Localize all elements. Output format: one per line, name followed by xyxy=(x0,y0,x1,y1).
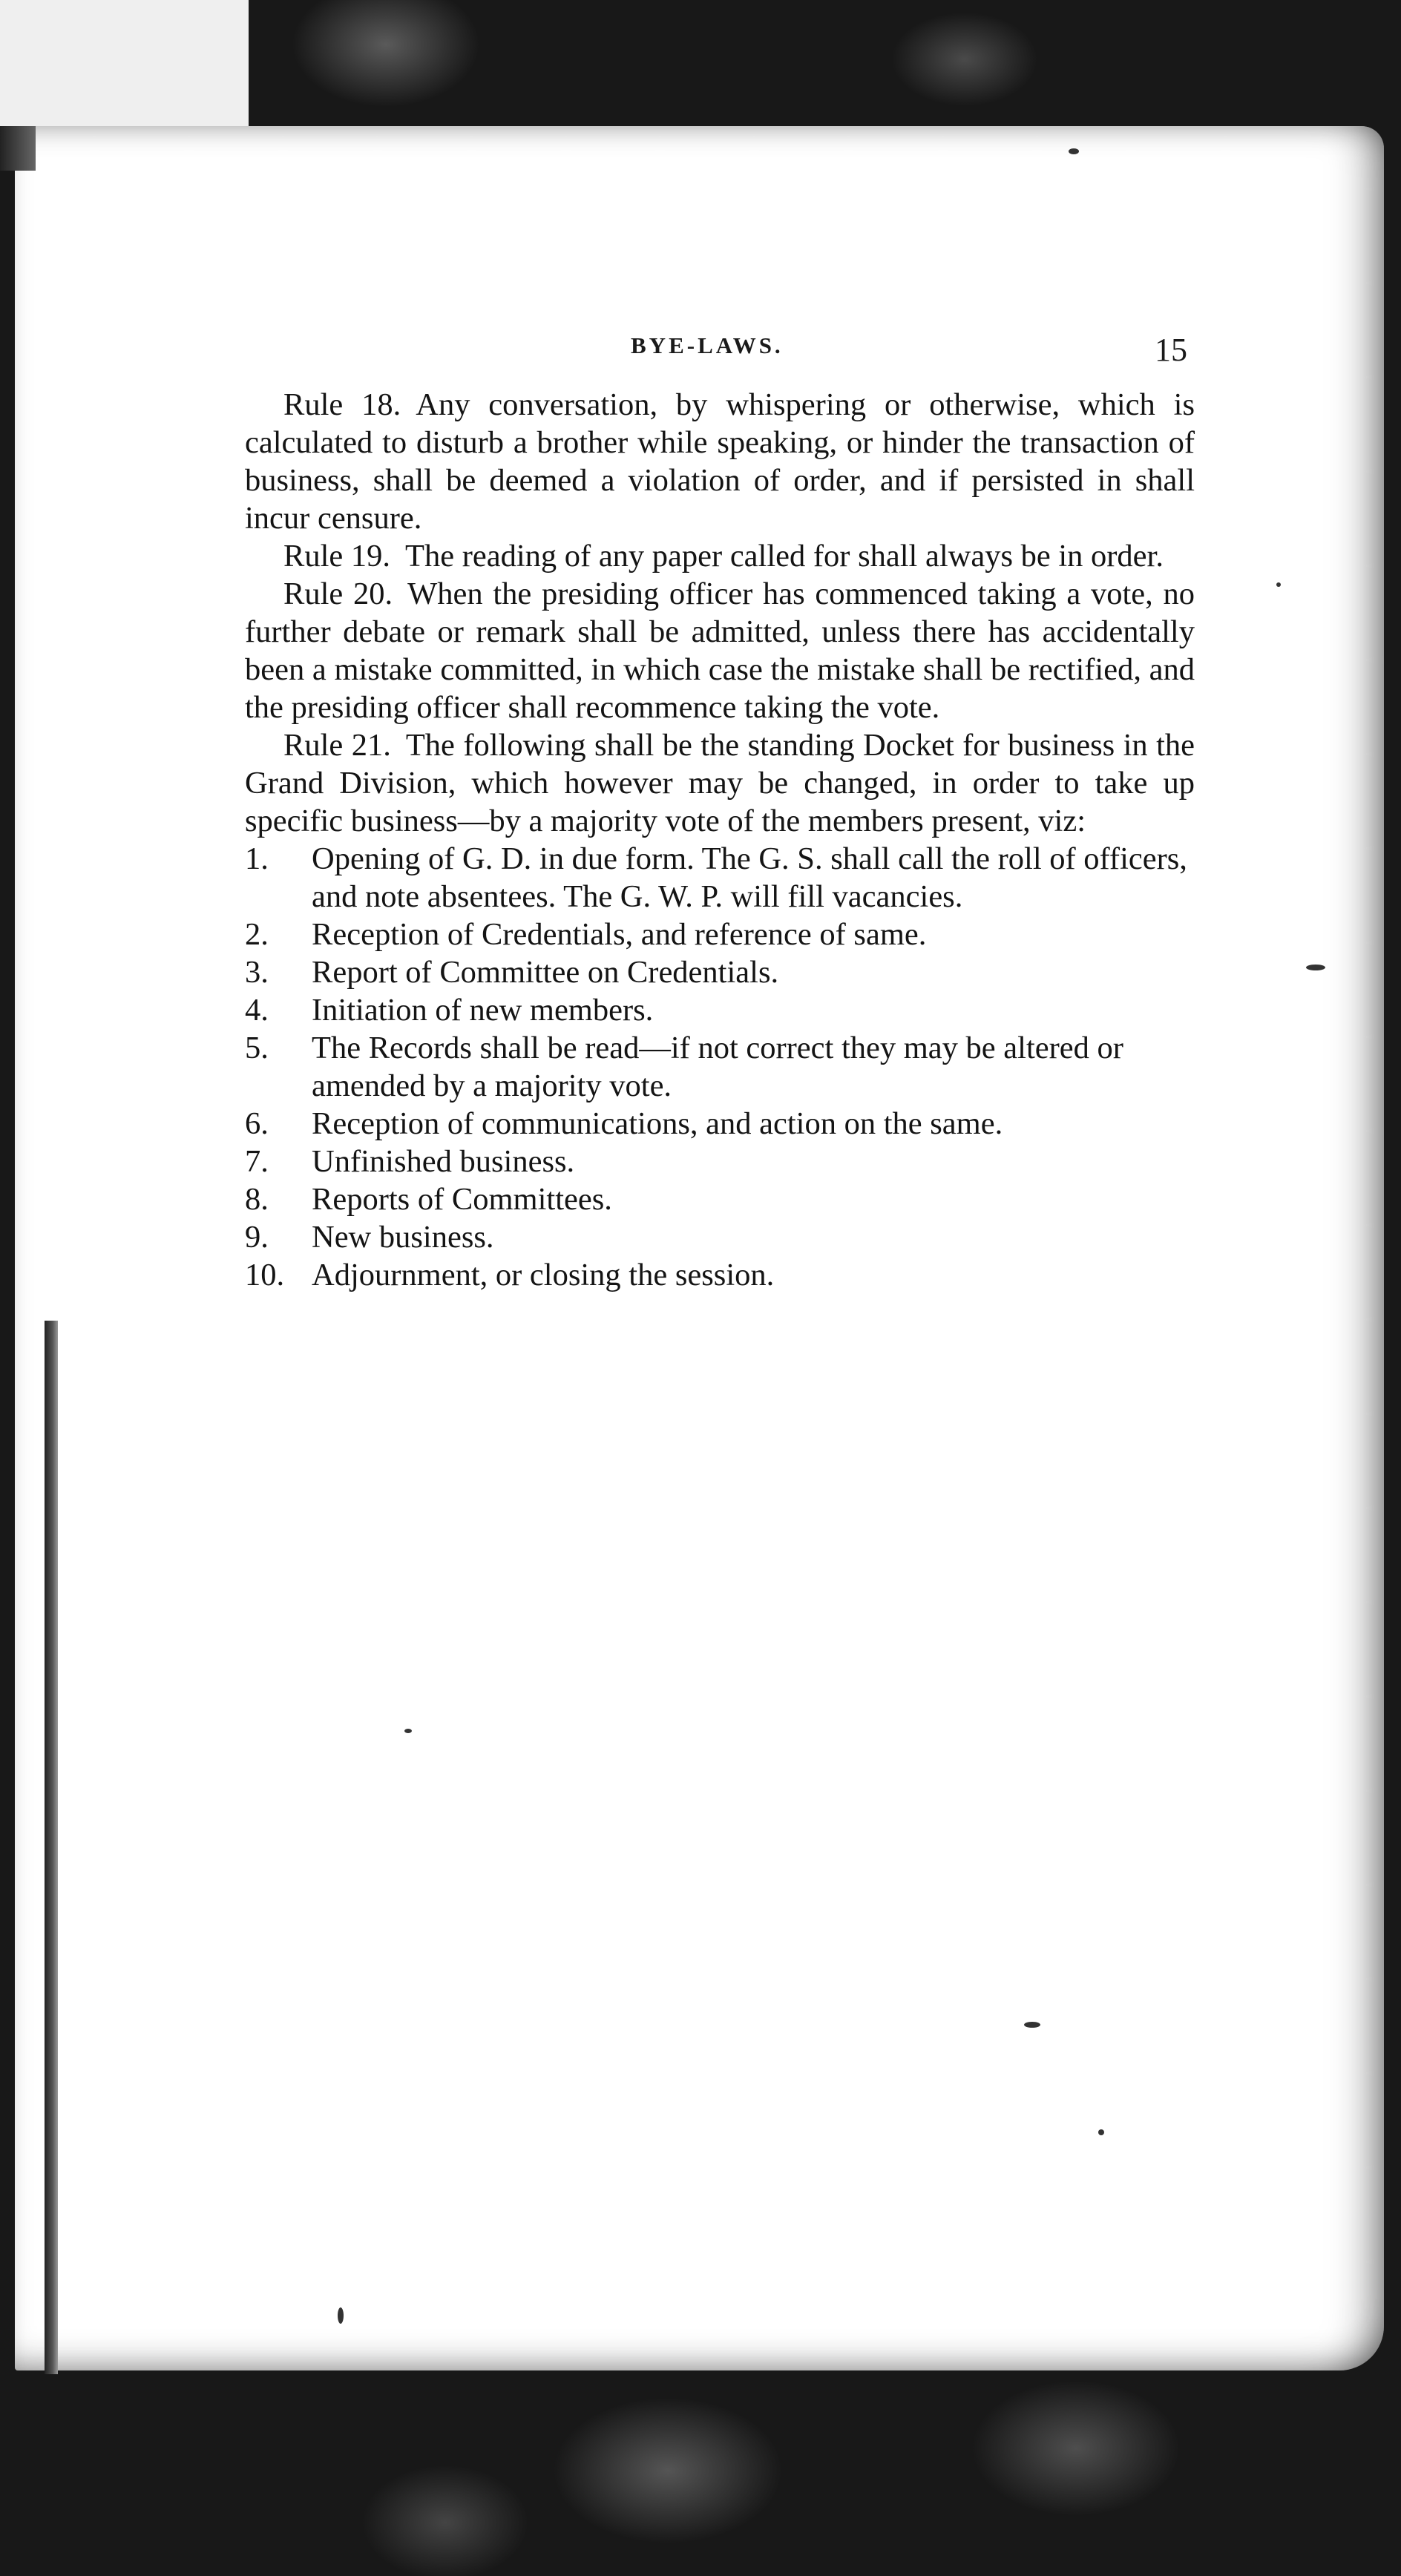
rule-text: When the presiding officer has commenced taking a vote, no further debate or remark shall be admitted, unless there has accidentally been a mistake committed, in which case the mistake shall be rectified, and the presiding officer shall recommence taking the vote. xyxy=(245,576,1195,725)
binding-edge xyxy=(45,1321,58,2374)
docket-item xyxy=(245,1218,1195,1256)
docket-item xyxy=(245,991,1195,1029)
rule-label: Rule 21. xyxy=(283,728,391,763)
scan-speck xyxy=(1024,2022,1040,2028)
docket-item-text: Opening of G. D. in due form. The G. S. shall call the roll of officers, and note absentees. The G. W. P. will fill vacancies. xyxy=(312,841,1187,914)
scan-speck xyxy=(1276,582,1281,587)
rule-18 xyxy=(245,386,1195,537)
docket-item-number: 9. xyxy=(245,1220,269,1255)
docket-item-text: Unfinished business. xyxy=(312,1144,575,1179)
standing-docket-list xyxy=(245,840,1195,1294)
docket-item-text: Reception of Credentials, and reference of same. xyxy=(312,917,927,952)
docket-item-number: 8. xyxy=(245,1182,269,1217)
docket-item xyxy=(245,916,1195,953)
scan-speck xyxy=(1306,965,1325,970)
rule-label: Rule 20. xyxy=(283,576,393,611)
docket-item-number: 2. xyxy=(245,917,269,952)
docket-item xyxy=(245,953,1195,991)
rule-text: Any conversation, by whispering or otherwise, which is calculated to disturb a brother while speaking, or hinder the transaction of business, shall be deemed a violation of order, and if persisted in shall incur censure. xyxy=(245,387,1195,536)
rule-21 xyxy=(245,726,1195,840)
docket-item-text: Initiation of new members. xyxy=(312,993,654,1028)
docket-item xyxy=(245,1029,1195,1105)
rule-label: Rule 18. xyxy=(283,387,401,422)
docket-item xyxy=(245,1256,1195,1294)
rule-label: Rule 19. xyxy=(283,539,391,574)
page-number: 15 xyxy=(1155,332,1187,368)
binding-edge-top xyxy=(0,126,36,171)
docket-item-number: 4. xyxy=(245,993,269,1028)
docket-item-number: 6. xyxy=(245,1106,269,1141)
rule-text: The reading of any paper called for shall always be in order. xyxy=(405,539,1164,574)
docket-item-text: Reception of communications, and action on the same. xyxy=(312,1106,1003,1141)
docket-item-text: The Records shall be read—if not correct they may be altered or amended by a majority vote. xyxy=(312,1031,1123,1103)
docket-item-text: Report of Committee on Credentials. xyxy=(312,955,779,990)
scan-speck xyxy=(1069,148,1079,154)
page-body xyxy=(245,386,1195,1294)
docket-item-text: Reports of Committees. xyxy=(312,1182,612,1217)
docket-item-number: 1. xyxy=(245,841,269,876)
docket-item xyxy=(245,1105,1195,1143)
docket-item-number: 5. xyxy=(245,1031,269,1065)
scan-speck xyxy=(404,1729,412,1733)
docket-item xyxy=(245,1143,1195,1180)
scanner-bed-edge xyxy=(0,0,249,130)
docket-item-number: 10. xyxy=(245,1258,285,1292)
docket-item-number: 7. xyxy=(245,1144,269,1179)
docket-item-text: Adjournment, or closing the session. xyxy=(312,1258,775,1292)
docket-item xyxy=(245,840,1195,916)
docket-item-text: New business. xyxy=(312,1220,494,1255)
scan-speck xyxy=(338,2307,344,2324)
scan-speck xyxy=(1098,2129,1104,2135)
docket-item-number: 3. xyxy=(245,955,269,990)
rule-20 xyxy=(245,575,1195,726)
running-title: BYE-LAWS. xyxy=(631,332,784,358)
docket-item xyxy=(245,1180,1195,1218)
rule-19 xyxy=(245,537,1195,575)
rule-text: The following shall be the standing Docket for business in the Grand Division, which however may be changed, in order to take up specific business—by a majority vote of the members present, viz: xyxy=(245,728,1195,838)
